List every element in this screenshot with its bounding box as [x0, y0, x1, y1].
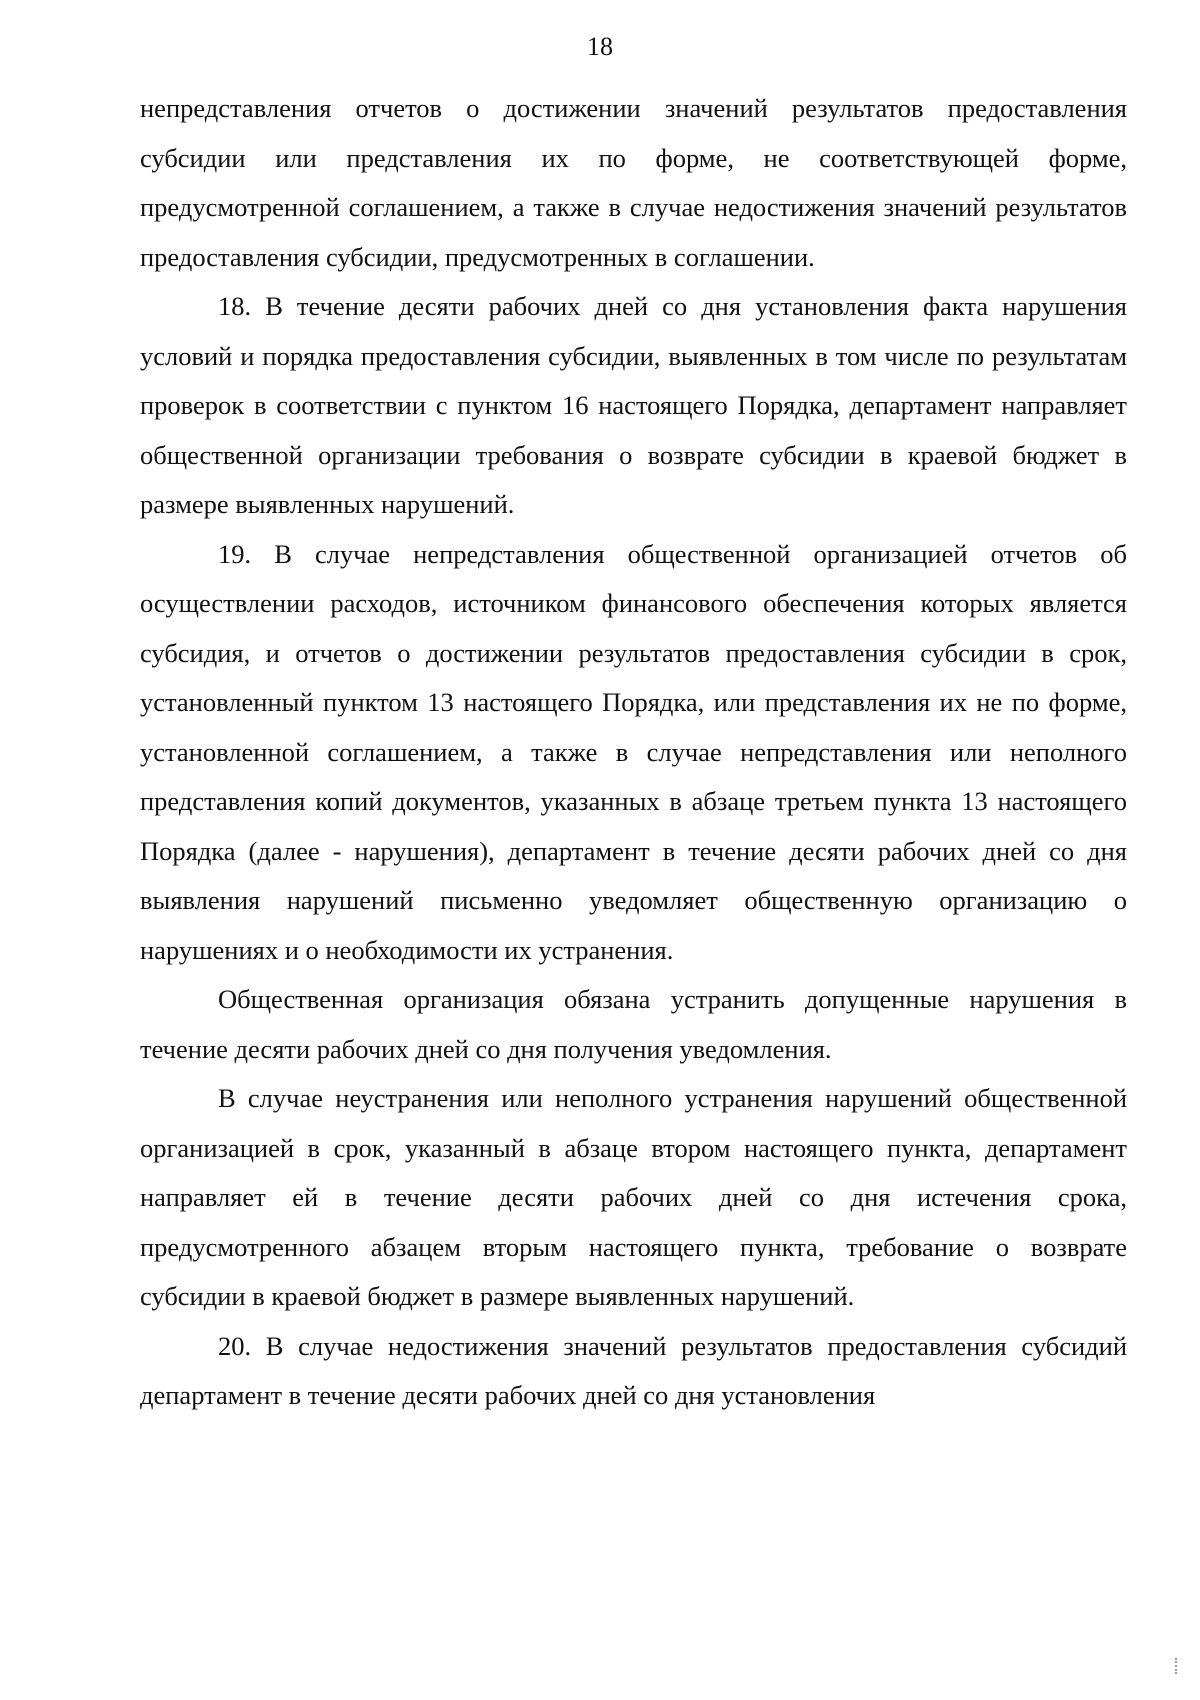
- paragraph-item-19: 19. В случае непредставления общественной организацией отчетов об осуществлении расходов, источником финансового обеспечения которых является субсидия, и отчетов о достижении результатов предоставления субсидии в срок, установленный пунктом 13 настоящего Порядка, или представления их не по форме, установленной соглашением, а также в случае непредставления или неполного представления копий документов, указанных в абзаце третьем пункта 13 настоящего Порядка (далее - нарушения), департамент в течение десяти рабочих дней со дня выявления нарушений письменно уведомляет общественную организацию о нарушениях и о необходимости их устранения.: [140, 538, 1127, 965]
- paragraph-continuation: непредставления отчетов о достижении значений результатов предоставления субсидии или представления их по форме, не соответствующей форме, предусмотренной соглашением, а также в случае недостижения значений результатов предоставления субсидии, предусмотренных в соглашении.: [140, 93, 1127, 272]
- paragraph-item-20: 20. В случае недостижения значений результатов предоставления субсидий департамент в течение десяти рабочих дней со дня установления: [140, 1330, 1127, 1410]
- scan-edge-mark: [1175, 1658, 1180, 1674]
- paragraph-item-19-abzac-3: В случае неустранения или неполного устранения нарушений общественной организацией в срок, указанный в абзаце втором настоящего пункта, департамент направляет ей в течение десяти рабочих дней со дня истечения срока, предусмотренного абзацем вторым настоящего пункта, требование о возврате субсидии в краевой бюджет в размере выявленных нарушений.: [140, 1083, 1127, 1311]
- page-number: 18: [587, 32, 613, 61]
- paragraph-item-19-abzac-2: Общественная организация обязана устранить допущенные нарушения в течение десяти рабочих дней со дня получения уведомления.: [140, 984, 1127, 1064]
- paragraph-item-18: 18. В течение десяти рабочих дней со дня установления факта нарушения условий и порядка предоставления субсидии, выявленных в том числе по результатам проверок в соответствии с пунктом 16 настоящего Порядка, департамент направляет общественной организации требования о возврате субсидии в краевой бюджет в размере выявленных нарушений.: [140, 291, 1127, 519]
- document-body: [140, 84, 1127, 1421]
